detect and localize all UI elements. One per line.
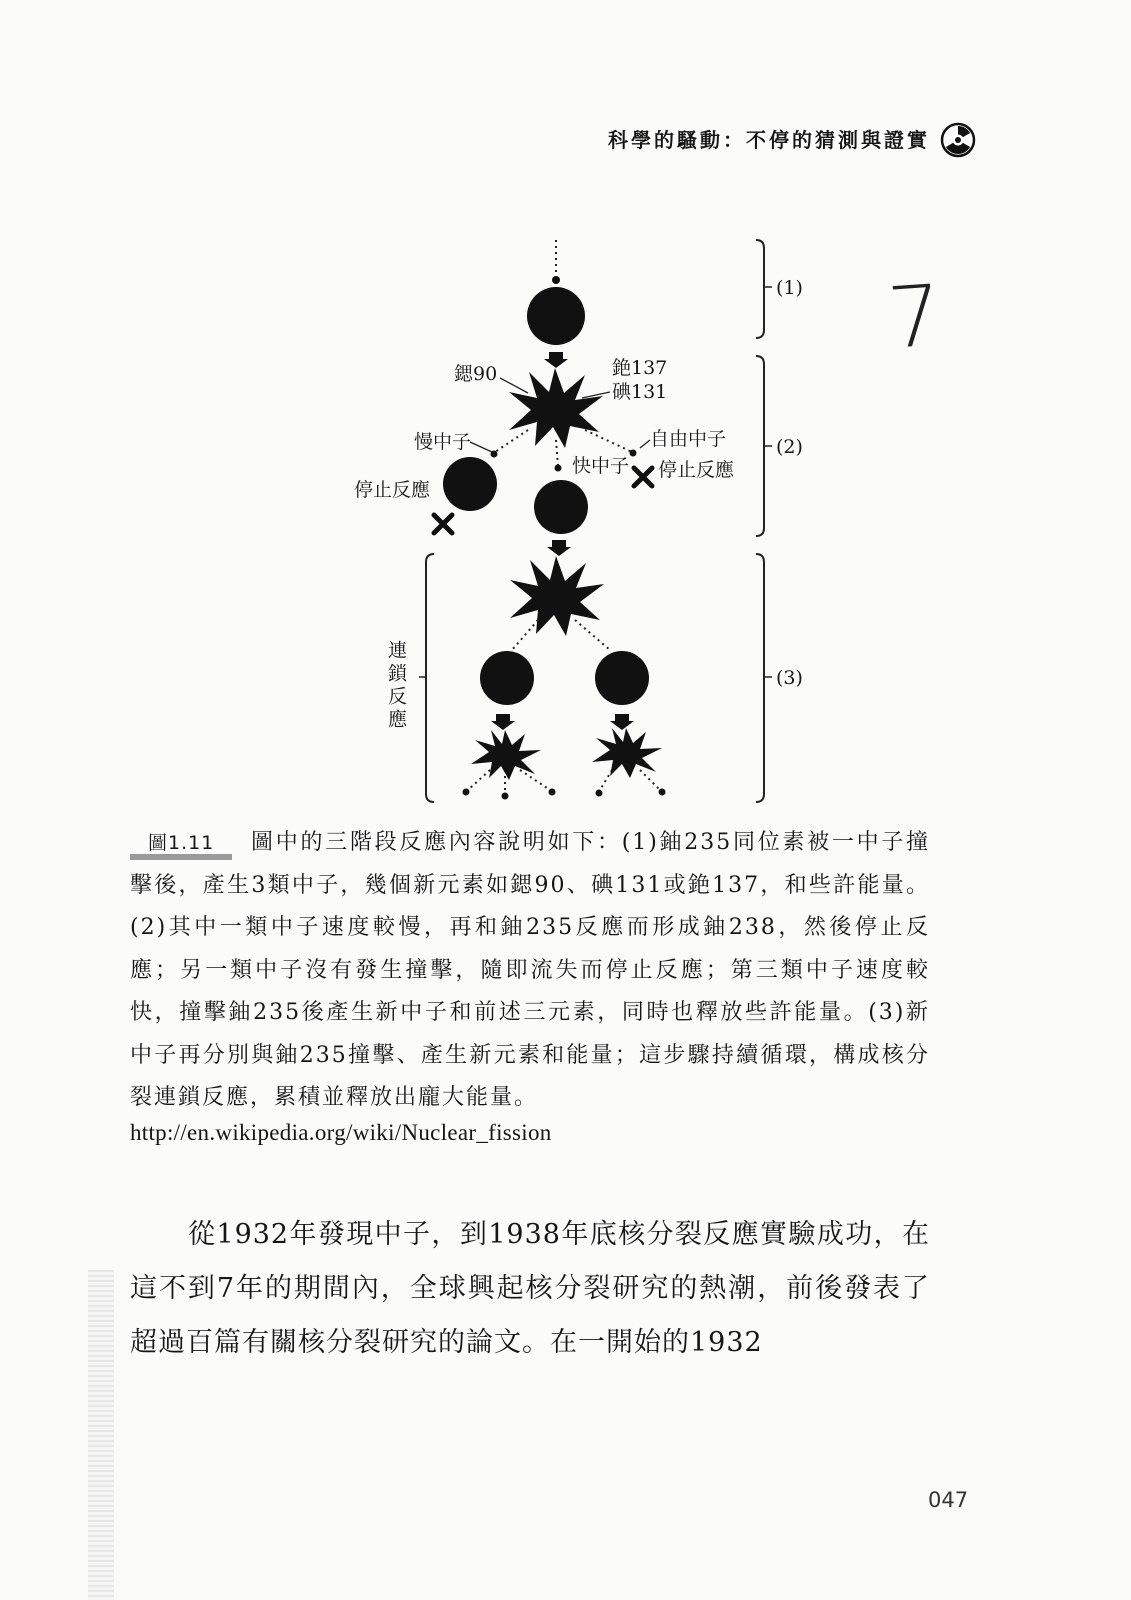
label-cesium: 銫137 xyxy=(612,357,668,379)
stop-x-left xyxy=(434,515,452,533)
arrow-1 xyxy=(544,352,568,368)
fission-burst-2 xyxy=(510,556,604,636)
label-stop-right: 停止反應 xyxy=(658,459,735,481)
label-stop-left: 停止反應 xyxy=(354,479,431,501)
running-header: 科學的騷動：不停的猜測與證實 xyxy=(608,128,930,152)
fission-burst-3b xyxy=(592,728,662,778)
uranium-nucleus-slow xyxy=(443,457,497,511)
arrow-3a xyxy=(491,714,515,730)
stop-x-right xyxy=(634,468,652,486)
figure-caption xyxy=(130,822,930,1120)
label-strontium: 鍶90 xyxy=(454,363,498,385)
stage-label-2: (2) xyxy=(776,436,803,458)
figure-label: 圖1.11 xyxy=(130,832,232,860)
arrow-2 xyxy=(547,540,571,556)
body-paragraph: 從1932年發現中子，到1938年底核分裂反應實驗成功，在這不到7年的期間內，全球興起核分裂研究的熱潮，前後發表了超過百篇有關核分裂研究的論文。在一開始的1932 xyxy=(130,1219,930,1358)
label-fast-neutron: 快中子 xyxy=(572,455,630,477)
uranium-nucleus-fast xyxy=(534,480,588,534)
label-slow-neutron: 慢中子 xyxy=(414,431,472,453)
uranium-nucleus-3b xyxy=(595,651,649,705)
label-chain-reaction: 連鎖反應 xyxy=(385,640,407,732)
uranium-nucleus-1 xyxy=(527,287,585,345)
fission-burst-3a xyxy=(471,730,541,780)
page-number: 047 xyxy=(928,1488,969,1512)
caption-text: 圖中的三階段反應內容說明如下：(1)鈾235同位素被一中子撞擊後，產生3類中子，幾個新元素如鍶90、碘131或銫137，和些許能量。(2)其中一類中子速度較慢，再和鈾235反應而形成鈾238，然後停止反應；另一類中子沒有發生撞擊，隨即流失而停止反應；第三類中子速度較快，撞擊鈾235後產生新中子和前述三元素，同時也釋放些許能量。(3)新中子再分別與鈾235撞擊、產生新元素和能量；這步驟持續循環，構成核分裂連鎖反應，累積並釋放出龐大能量。 xyxy=(130,830,930,1110)
source-url: http://en.wikipedia.org/wiki/Nuclear_fission xyxy=(130,1120,552,1145)
label-iodine: 碘131 xyxy=(612,381,668,403)
label-free-neutron: 自由中子 xyxy=(650,428,727,450)
page-binding-shadow xyxy=(88,1270,114,1600)
incoming-neutron xyxy=(552,276,560,284)
stage-label-3: (3) xyxy=(776,667,803,689)
fission-burst-1 xyxy=(509,368,603,448)
uranium-nucleus-3a xyxy=(480,651,534,705)
stage-label-1: (1) xyxy=(776,277,803,299)
handwritten-note: 7 xyxy=(884,266,945,368)
arrow-3b xyxy=(610,714,634,730)
